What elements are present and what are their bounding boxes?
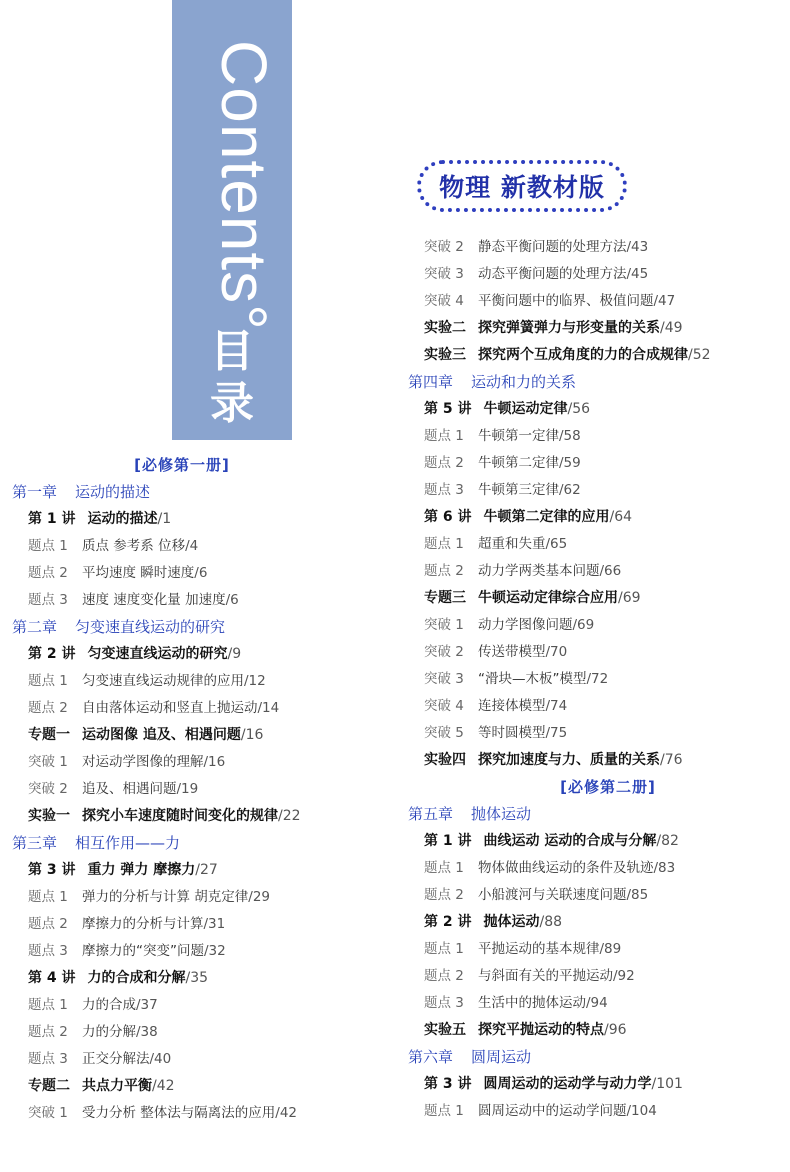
page-number: /92 — [613, 968, 635, 984]
lecture-title: 运动的描述 — [87, 511, 158, 527]
chapter-heading[interactable] — [12, 830, 352, 857]
chapter-heading[interactable] — [12, 479, 352, 506]
topic-label: 突破 2 — [424, 644, 464, 660]
lecture-label: 第 2 讲 — [28, 646, 76, 662]
lecture-entry[interactable] — [12, 803, 352, 830]
lecture-title: 圆周运动的运动学与动力学 — [483, 1076, 652, 1092]
lecture-title: 牛顿运动定律综合应用 — [478, 590, 618, 606]
page-number: /16 — [203, 754, 226, 770]
page-number: /59 — [559, 455, 581, 471]
lecture-entry[interactable] — [408, 909, 788, 936]
page-number: /47 — [653, 293, 676, 309]
topic-entry[interactable] — [12, 911, 352, 938]
topic-entry[interactable] — [408, 450, 788, 477]
page-number: /19 — [176, 781, 199, 797]
topic-title: 牛顿第二定律 — [478, 455, 559, 471]
chapter-heading[interactable] — [12, 614, 352, 641]
lecture-label: 实验五 — [424, 1022, 466, 1038]
page-number: /1 — [157, 511, 172, 527]
topic-title: 传送带模型 — [478, 644, 546, 660]
lecture-entry[interactable] — [12, 965, 352, 992]
topic-entry[interactable] — [12, 587, 352, 614]
chapter-heading[interactable] — [408, 801, 788, 828]
contents-title-cn-2: 录 — [210, 378, 254, 429]
topic-entry[interactable] — [408, 558, 788, 585]
toc-column-left — [12, 452, 352, 1127]
chapter-number: 第三章 — [12, 834, 58, 852]
contents-banner — [172, 0, 292, 440]
topic-label: 题点 1 — [28, 997, 68, 1013]
lecture-title: 力的合成和分解 — [87, 970, 186, 986]
topic-label: 突破 5 — [424, 725, 464, 741]
page-number: /64 — [609, 509, 633, 525]
lecture-label: 实验二 — [424, 320, 466, 336]
topic-title: 物体做曲线运动的条件及轨迹 — [478, 860, 654, 876]
topic-label: 题点 1 — [424, 1103, 464, 1119]
topic-entry[interactable] — [12, 938, 352, 965]
page-number: /35 — [185, 970, 209, 986]
topic-label: 题点 1 — [424, 941, 464, 957]
topic-title: 圆周运动中的运动学问题 — [478, 1103, 627, 1119]
topic-label: 突破 4 — [424, 293, 464, 309]
topic-label: 题点 1 — [28, 538, 68, 554]
lecture-label: 实验三 — [424, 347, 466, 363]
lecture-title: 探究两个互成角度的力的合成规律 — [478, 347, 688, 363]
lecture-title: 探究弹簧弹力与形变量的关系 — [478, 320, 660, 336]
lecture-label: 第 2 讲 — [424, 914, 472, 930]
edition-badge: 物理 新教材版 — [417, 160, 627, 212]
topic-label: 题点 2 — [424, 455, 464, 471]
chapter-title: 抛体运动 — [471, 805, 532, 823]
lecture-title: 匀变速直线运动的研究 — [87, 646, 228, 662]
chapter-number: 第六章 — [408, 1048, 454, 1066]
lecture-entry[interactable] — [408, 747, 788, 774]
topic-title: 平衡问题中的临界、极值问题 — [478, 293, 654, 309]
lecture-entry[interactable] — [408, 396, 788, 423]
lecture-label: 专题一 — [28, 727, 70, 743]
lecture-entry[interactable] — [408, 585, 788, 612]
lecture-entry[interactable] — [408, 342, 788, 369]
topic-entry[interactable] — [408, 288, 788, 315]
page-number: /85 — [626, 887, 649, 903]
page-number: /45 — [626, 266, 649, 282]
topic-label: 突破 1 — [28, 1105, 68, 1121]
topic-label: 题点 1 — [28, 889, 68, 905]
topic-label: 突破 3 — [424, 266, 464, 282]
topic-label: 题点 2 — [28, 1024, 68, 1040]
lecture-title: 运动图像 追及、相遇问题 — [82, 727, 241, 743]
topic-entry[interactable] — [12, 668, 352, 695]
topic-title: 弹力的分析与计算 胡克定律 — [82, 889, 249, 905]
topic-label: 题点 3 — [424, 482, 464, 498]
topic-label: 突破 2 — [424, 239, 464, 255]
chapter-heading[interactable] — [408, 1044, 788, 1071]
topic-label: 突破 1 — [28, 754, 68, 770]
topic-entry[interactable] — [408, 477, 788, 504]
topic-entry[interactable] — [12, 1100, 352, 1127]
lecture-title: 探究小车速度随时间变化的规律 — [82, 808, 278, 824]
page-number: /42 — [152, 1078, 175, 1094]
topic-title: 受力分析 整体法与隔离法的应用 — [82, 1105, 276, 1121]
topic-entry[interactable] — [408, 639, 788, 666]
page-number: /6 — [194, 565, 208, 581]
topic-title: 速度 速度变化量 加速度 — [82, 592, 226, 608]
chapter-number: 第五章 — [408, 805, 454, 823]
lecture-title: 重力 弹力 摩擦力 — [87, 862, 196, 878]
lecture-title: 抛体运动 — [483, 914, 540, 930]
topic-label: 突破 3 — [424, 671, 464, 687]
topic-entry[interactable] — [408, 990, 788, 1017]
lecture-entry[interactable] — [408, 828, 788, 855]
lecture-label: 第 4 讲 — [28, 970, 76, 986]
topic-entry[interactable] — [12, 1019, 352, 1046]
lecture-entry[interactable] — [408, 504, 788, 531]
page-number: /70 — [545, 644, 568, 660]
toc-column-right — [408, 234, 788, 1125]
lecture-label: 第 3 讲 — [28, 862, 76, 878]
topic-title: 动态平衡问题的处理方法 — [478, 266, 627, 282]
lecture-entry[interactable] — [12, 506, 352, 533]
topic-entry[interactable] — [12, 776, 352, 803]
topic-title: 摩擦力的“突变”问题 — [82, 943, 204, 959]
lecture-title: 牛顿运动定律 — [483, 401, 568, 417]
topic-entry[interactable] — [408, 531, 788, 558]
lecture-label: 第 5 讲 — [424, 401, 472, 417]
page-number: /76 — [660, 752, 683, 768]
topic-title: 力的合成 — [82, 997, 136, 1013]
topic-label: 题点 3 — [28, 1051, 68, 1067]
topic-title: 生活中的抛体运动 — [478, 995, 586, 1011]
page-number: /6 — [225, 592, 239, 608]
topic-title: 匀变速直线运动规律的应用 — [82, 673, 244, 689]
lecture-title: 曲线运动 运动的合成与分解 — [483, 833, 657, 849]
lecture-label: 第 1 讲 — [28, 511, 76, 527]
lecture-entry[interactable] — [408, 315, 788, 342]
topic-entry[interactable] — [408, 666, 788, 693]
topic-entry[interactable] — [408, 693, 788, 720]
topic-entry[interactable] — [12, 695, 352, 722]
topic-title: 连接体模型 — [478, 698, 546, 714]
page-number: /66 — [599, 563, 622, 579]
lecture-label: 第 3 讲 — [424, 1076, 472, 1092]
page-number: /38 — [136, 1024, 158, 1040]
page-number: /32 — [204, 943, 226, 959]
page-number: /40 — [149, 1051, 172, 1067]
topic-title: 平抛运动的基本规律 — [478, 941, 600, 957]
page-number: /94 — [586, 995, 608, 1011]
topic-entry[interactable] — [408, 612, 788, 639]
topic-entry[interactable] — [12, 560, 352, 587]
page-number: /88 — [539, 914, 563, 930]
topic-entry[interactable] — [12, 533, 352, 560]
topic-label: 题点 2 — [424, 563, 464, 579]
topic-label: 题点 3 — [28, 592, 68, 608]
topic-entry[interactable] — [408, 1098, 788, 1125]
chapter-number: 第四章 — [408, 373, 454, 391]
lecture-label: 专题三 — [424, 590, 466, 606]
page-number: /42 — [275, 1105, 298, 1121]
topic-title: 自由落体运动和竖直上抛运动 — [82, 700, 258, 716]
chapter-title: 运动的描述 — [75, 483, 151, 501]
contents-title: Contents° — [208, 40, 280, 331]
topic-title: 平均速度 瞬时速度 — [82, 565, 195, 581]
topic-label: 题点 2 — [424, 887, 464, 903]
topic-entry[interactable] — [12, 884, 352, 911]
topic-title: 超重和失重 — [478, 536, 546, 552]
topic-title: “滑块—木板”模型 — [478, 671, 587, 687]
volume-heading: [必修第一册] — [134, 456, 230, 474]
page-number: /31 — [203, 916, 226, 932]
page-number: /82 — [656, 833, 679, 849]
topic-label: 题点 3 — [424, 995, 464, 1011]
page-number: /62 — [559, 482, 581, 498]
topic-label: 突破 1 — [424, 617, 464, 633]
page-number: /96 — [604, 1022, 627, 1038]
topic-label: 题点 1 — [424, 860, 464, 876]
page-number: /75 — [545, 725, 568, 741]
page-number: /27 — [195, 862, 218, 878]
topic-title: 正交分解法 — [82, 1051, 150, 1067]
chapter-number: 第二章 — [12, 618, 58, 636]
lecture-entry[interactable] — [408, 1017, 788, 1044]
topic-entry[interactable] — [408, 720, 788, 747]
page-number: /14 — [257, 700, 280, 716]
page-number: /101 — [651, 1076, 683, 1092]
page-number: /22 — [278, 808, 301, 824]
topic-label: 题点 2 — [28, 700, 68, 716]
chapter-title: 运动和力的关系 — [471, 373, 577, 391]
topic-title: 动力学两类基本问题 — [478, 563, 600, 579]
lecture-entry[interactable] — [12, 641, 352, 668]
lecture-label: 专题二 — [28, 1078, 70, 1094]
topic-title: 牛顿第三定律 — [478, 482, 559, 498]
topic-title: 动力学图像问题 — [478, 617, 573, 633]
volume-heading: [必修第二册] — [560, 778, 656, 796]
topic-title: 摩擦力的分析与计算 — [82, 916, 204, 932]
lecture-title: 共点力平衡 — [82, 1078, 152, 1094]
topic-entry[interactable] — [12, 1046, 352, 1073]
page-number: /69 — [572, 617, 595, 633]
page-number: /56 — [567, 401, 591, 417]
page-number: /58 — [559, 428, 581, 444]
lecture-title: 探究平抛运动的特点 — [478, 1022, 604, 1038]
topic-label: 突破 4 — [424, 698, 464, 714]
topic-entry[interactable] — [408, 882, 788, 909]
topic-entry[interactable] — [408, 936, 788, 963]
topic-title: 追及、相遇问题 — [82, 781, 177, 797]
page-number: /29 — [248, 889, 271, 905]
topic-label: 题点 2 — [28, 916, 68, 932]
lecture-title: 探究加速度与力、质量的关系 — [478, 752, 660, 768]
chapter-title: 匀变速直线运动的研究 — [75, 618, 226, 636]
page-number: /74 — [545, 698, 568, 714]
topic-entry[interactable] — [408, 234, 788, 261]
contents-title-cn-1: 目 — [210, 326, 254, 377]
chapter-title: 相互作用——力 — [75, 834, 181, 852]
topic-title: 力的分解 — [82, 1024, 136, 1040]
topic-title: 对运动学图像的理解 — [82, 754, 204, 770]
lecture-label: 实验四 — [424, 752, 466, 768]
topic-label: 题点 3 — [28, 943, 68, 959]
lecture-label: 第 6 讲 — [424, 509, 472, 525]
topic-title: 小船渡河与关联速度问题 — [478, 887, 627, 903]
topic-entry[interactable] — [408, 261, 788, 288]
topic-label: 题点 2 — [424, 968, 464, 984]
topic-label: 突破 2 — [28, 781, 68, 797]
topic-entry[interactable] — [408, 423, 788, 450]
lecture-label: 实验一 — [28, 808, 70, 824]
page-number: /83 — [653, 860, 676, 876]
topic-title: 等时圆模型 — [478, 725, 546, 741]
topic-label: 题点 2 — [28, 565, 68, 581]
topic-entry[interactable] — [408, 963, 788, 990]
lecture-entry[interactable] — [408, 1071, 788, 1098]
page-number: /49 — [660, 320, 683, 336]
page-number: /69 — [618, 590, 641, 606]
lecture-label: 第 1 讲 — [424, 833, 472, 849]
page-number: /37 — [136, 997, 158, 1013]
topic-title: 静态平衡问题的处理方法 — [478, 239, 627, 255]
chapter-number: 第一章 — [12, 483, 58, 501]
page-number: /104 — [626, 1103, 657, 1119]
topic-title: 质点 参考系 位移 — [82, 538, 186, 554]
lecture-entry[interactable] — [12, 857, 352, 884]
topic-label: 题点 1 — [28, 673, 68, 689]
lecture-entry[interactable] — [12, 722, 352, 749]
page-number: /9 — [227, 646, 242, 662]
chapter-heading[interactable] — [408, 369, 788, 396]
topic-title: 与斜面有关的平抛运动 — [478, 968, 613, 984]
page-number: /72 — [586, 671, 609, 687]
topic-entry[interactable] — [12, 992, 352, 1019]
topic-label: 题点 1 — [424, 536, 464, 552]
page-number: /89 — [599, 941, 622, 957]
lecture-entry[interactable] — [12, 1073, 352, 1100]
page-number: /65 — [545, 536, 568, 552]
page-number: /4 — [185, 538, 199, 554]
page-number: /16 — [240, 727, 264, 743]
topic-entry[interactable] — [12, 749, 352, 776]
contents-title-cn — [210, 326, 254, 430]
page-number: /52 — [688, 347, 711, 363]
topic-label: 题点 1 — [424, 428, 464, 444]
chapter-title: 圆周运动 — [471, 1048, 532, 1066]
topic-title: 牛顿第一定律 — [478, 428, 559, 444]
topic-entry[interactable] — [408, 855, 788, 882]
page-number: /12 — [244, 673, 266, 689]
page-number: /43 — [626, 239, 649, 255]
lecture-title: 牛顿第二定律的应用 — [483, 509, 610, 525]
